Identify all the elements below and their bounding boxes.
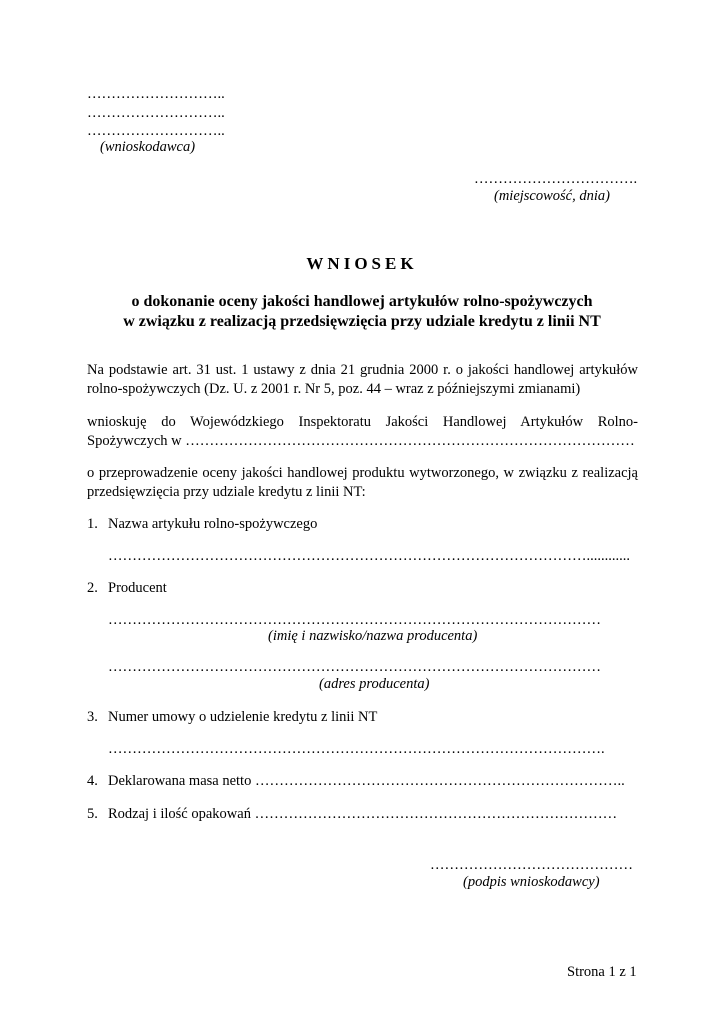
- item-3-label: Numer umowy o udzielenie kredytu z linii NT: [108, 709, 378, 725]
- page-number: Strona 1 z 1: [567, 964, 637, 980]
- item-2-label: Producent: [108, 580, 167, 596]
- producer-address-caption: (adres producenta): [319, 676, 430, 692]
- place-date-caption: (miejscowość, dnia): [494, 188, 610, 204]
- purpose-paragraph: o przeprowadzenie oceny jakości handlowej produktu wytworzonego, w związku z realizacją przedsięwzięcia przy udziale kredytu z linii NT:: [87, 465, 638, 500]
- applicant-line-2: ………………………..: [87, 105, 225, 121]
- legal-basis-paragraph: Na podstawie art. 31 ust. 1 ustawy z dnia 21 grudnia 2000 r. o jakości handlowej artykułów rolno-spożywczych (Dz. U. z 2001 r. Nr 5, poz. 44 – wraz z późniejszymi zmianami): [87, 362, 638, 397]
- applicant-line-3: ………………………..: [87, 123, 225, 139]
- item-5-number: 5.: [87, 806, 98, 822]
- item-1-fill-line: ………………………………………………………………………………………............: [108, 548, 630, 564]
- item-2-fill-line-2: …………………………………………………………………………………………: [108, 659, 601, 675]
- document-title: WNIOSEK: [306, 254, 418, 273]
- item-4-label: Deklarowana masa netto …………………………………………………………………..: [108, 773, 625, 789]
- document-subtitle-line-2: w związku z realizacją przedsięwzięcia przy udziale kredytu z linii NT: [123, 313, 601, 330]
- item-3-fill-line: ………………………………………………………………………………………….: [108, 741, 605, 757]
- document-subtitle-line-1: o dokonanie oceny jakości handlowej artykułów rolno-spożywczych: [131, 293, 593, 310]
- item-1-number: 1.: [87, 516, 98, 532]
- request-paragraph: wnioskuję do Wojewódzkiego Inspektoratu Jakości Handlowej Artykułów Rolno-Spożywczych w …………………………………………………………………………………: [87, 414, 638, 449]
- item-3-number: 3.: [87, 709, 98, 725]
- item-1-label: Nazwa artykułu rolno-spożywczego: [108, 516, 318, 532]
- item-2-fill-line-1: …………………………………………………………………………………………: [108, 612, 601, 628]
- item-5-label: Rodzaj i ilość opakowań …………………………………………………………………: [108, 806, 618, 822]
- applicant-line-1: ………………………..: [87, 86, 225, 102]
- item-4-number: 4.: [87, 773, 98, 789]
- item-2-number: 2.: [87, 580, 98, 596]
- signature-line: ……………………………………: [430, 857, 633, 873]
- place-date-line: …………………………….: [474, 171, 638, 187]
- producer-name-caption: (imię i nazwisko/nazwa producenta): [268, 628, 478, 644]
- signature-caption: (podpis wnioskodawcy): [463, 874, 600, 890]
- applicant-caption: (wnioskodawca): [100, 139, 196, 155]
